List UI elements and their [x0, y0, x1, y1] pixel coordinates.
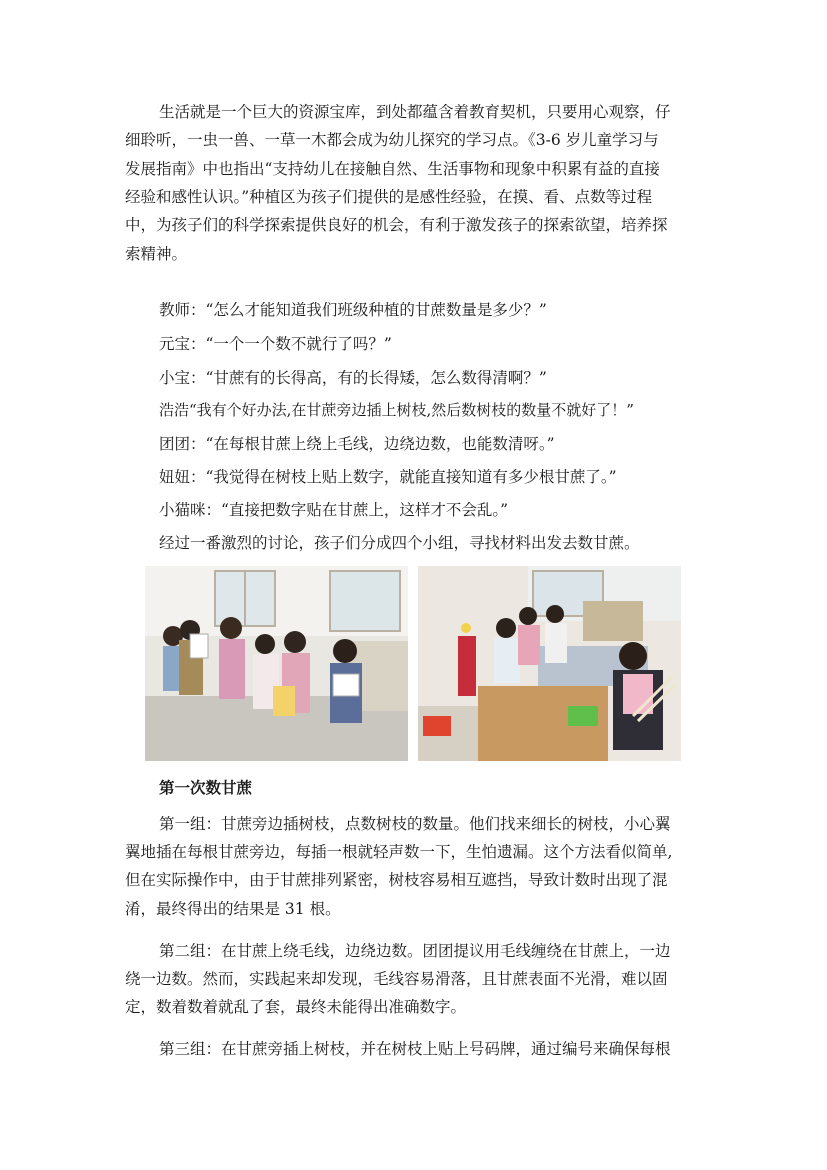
- dialogue-xiaobao: 小宝：“甘蔗有的长得高，有的长得矮，怎么数得清啊？”: [159, 369, 547, 387]
- dialogue-yuanbao: 元宝：“一个一个数不就行了吗？”: [159, 335, 392, 353]
- photo-children-gathering-sticks: [418, 566, 681, 761]
- dialogue-haohao: 浩浩“我有个好办法,在甘蔗旁边插上树枝,然后数树枝的数量不就好了！”: [159, 401, 634, 419]
- intro-line-4: 经验和感性认识。”种植区为孩子们提供的是感性经验，在摸、看、点数等过程: [125, 188, 653, 206]
- group1-line-1: 第一组：甘蔗旁边插树枝，点数树枝的数量。他们找来细长的树枝，小心翼: [159, 815, 671, 833]
- group1-line-4: 淆，最终得出的结果是 31 根。: [125, 900, 341, 918]
- photo-children-holding-cards: [145, 566, 408, 761]
- dialogue-summary: 经过一番激烈的讨论，孩子们分成四个小组，寻找材料出发去数甘蔗。: [159, 534, 640, 552]
- section-title: 第一次数甘蔗: [159, 779, 253, 797]
- intro-line-3: 发展指南》中也指出“支持幼儿在接触自然、生活事物和现象中积累有益的直接: [125, 160, 660, 178]
- group2-line-3: 定，数着数着就乱了套，最终未能得出准确数字。: [125, 998, 467, 1016]
- group2-line-2: 绕一边数。然而，实践起来却发现，毛线容易滑落，且甘蔗表面不光滑，难以固: [125, 970, 668, 988]
- group1-line-3: 但在实际操作中，由于甘蔗排列紧密，树枝容易相互遮挡，导致计数时出现了混: [125, 871, 668, 889]
- group2-line-1: 第二组：在甘蔗上绕毛线，边绕边数。团团提议用毛线缠绕在甘蔗上，一边: [159, 942, 671, 960]
- dialogue-tuantuan: 团团：“在每根甘蔗上绕上毛线，边绕边数，也能数清呀。”: [159, 435, 555, 453]
- group1-line-2: 翼地插在每根甘蔗旁边，每插一根就轻声数一下，生怕遗漏。这个方法看似简单,: [125, 843, 673, 861]
- intro-line-2: 细聆听，一虫一兽、一草一木都会成为幼儿探究的学习点。《3-6 岁儿童学习与: [125, 131, 659, 149]
- group3-line-1: 第三组：在甘蔗旁插上树枝，并在树枝上贴上号码牌，通过编号来确保每根: [159, 1040, 671, 1058]
- dialogue-teacher: 教师：“怎么才能知道我们班级种植的甘蔗数量是多少？”: [159, 301, 547, 319]
- dialogue-xiaomaomi: 小猫咪：“直接把数字贴在甘蔗上，这样才不会乱。”: [159, 501, 509, 519]
- intro-line-5: 中，为孩子们的科学探索提供良好的机会，有利于激发孩子的探索欲望，培养探: [125, 216, 668, 234]
- intro-line-6: 索精神。: [125, 245, 188, 263]
- dialogue-niuniu: 妞妞：“我觉得在树枝上贴上数字，就能直接知道有多少根甘蔗了。”: [159, 468, 617, 486]
- intro-line-1: 生活就是一个巨大的资源宝库，到处都蕴含着教育契机，只要用心观察，仔: [159, 103, 671, 121]
